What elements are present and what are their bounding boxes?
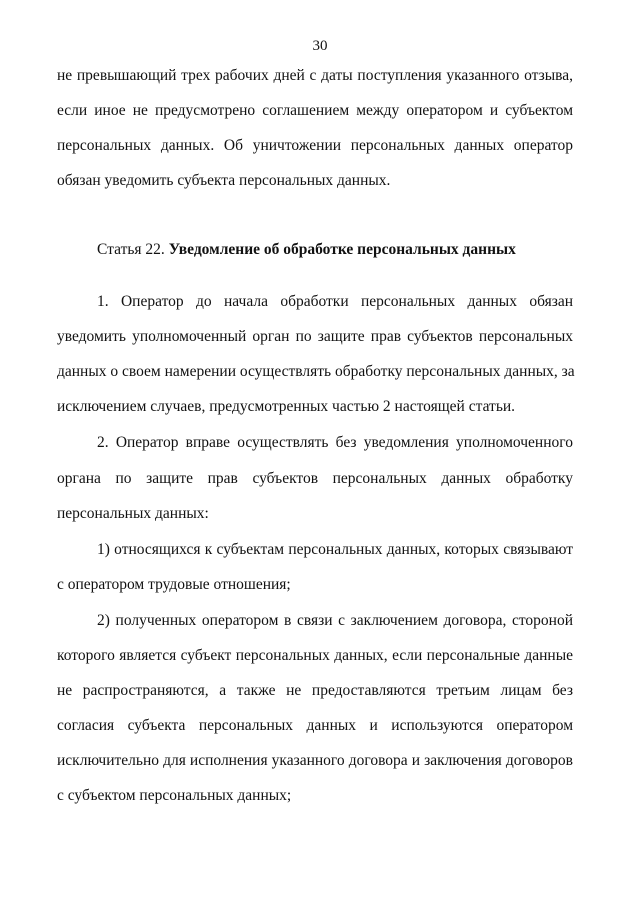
- paragraph-line: 2. Оператор вправе осуществлять без уведомления уполномоченного: [97, 434, 573, 451]
- list-item-line: 2) полученных оператором в связи с заключением договора, стороной: [97, 612, 573, 629]
- list-item-line: не распространяются, а также не предоставляются третьим лицам без: [57, 682, 573, 699]
- list-item-line: с субъектом персональных данных;: [57, 787, 292, 804]
- paragraph-line: если иное не предусмотрено соглашением между оператором и субъектом: [57, 102, 573, 119]
- paragraph-line: не превышающий трех рабочих дней с даты поступления указанного отзыва,: [57, 67, 573, 84]
- paragraph-line: обязан уведомить субъекта персональных данных.: [57, 172, 391, 189]
- paragraph-line: уведомить уполномоченный орган по защите прав субъектов персональных: [57, 328, 573, 345]
- list-item-line: 1) относящихся к субъектам персональных данных, которых связывают: [97, 541, 573, 558]
- paragraph-line: исключением случаев, предусмотренных частью 2 настоящей статьи.: [57, 398, 516, 415]
- list-item-line: которого является субъект персональных данных, если персональные данные: [57, 647, 573, 664]
- paragraph-line: органа по защите прав субъектов персональных данных обработку: [57, 470, 573, 487]
- paragraph-line: персональных данных:: [57, 505, 209, 522]
- paragraph-line: 1. Оператор до начала обработки персональных данных обязан: [97, 293, 573, 310]
- list-item-line: исключительно для исполнения указанного договора и заключения договоров: [57, 752, 573, 769]
- paragraph-line: персональных данных. Об уничтожении персональных данных оператор: [57, 137, 573, 154]
- page-number: 30: [312, 38, 328, 54]
- paragraph-line: данных о своем намерении осуществлять обработку персональных данных, за: [57, 363, 575, 380]
- list-item-line: с оператором трудовые отношения;: [57, 576, 291, 593]
- list-item-line: согласия субъекта персональных данных и используются оператором: [57, 717, 573, 734]
- article-title: Уведомление об обработке персональных данных: [168, 241, 516, 258]
- article-number: Статья 22.: [97, 241, 169, 258]
- article-heading: [97, 240, 516, 260]
